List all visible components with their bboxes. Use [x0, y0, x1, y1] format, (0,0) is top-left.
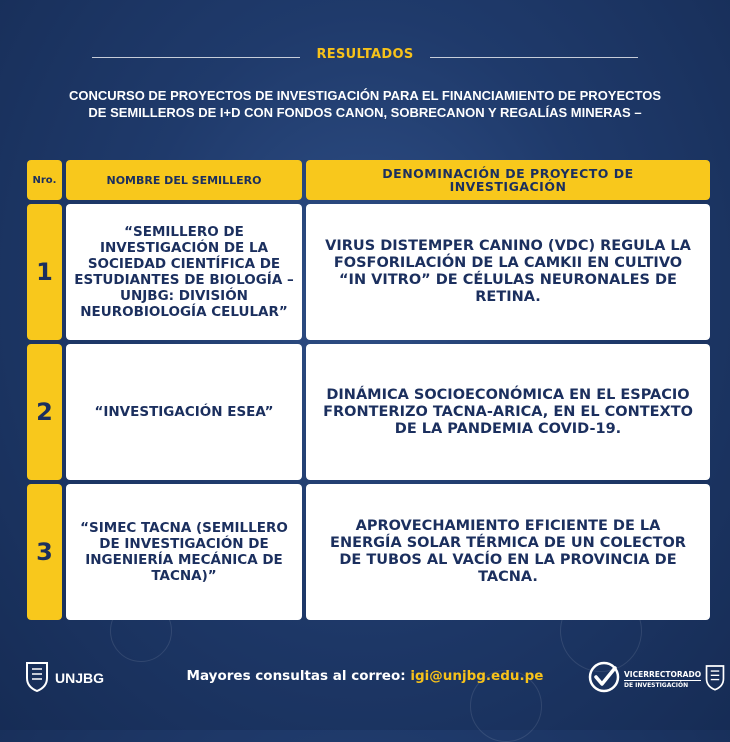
header-number: Nro.: [27, 160, 62, 200]
results-tag: RESULTADOS: [316, 47, 414, 62]
seedbed-name: “SEMILLERO DE INVESTIGACIÓN DE LA SOCIEDAD CIENTÍFICA DE ESTUDIANTES DE BIOLOGÍA – UNJBG: DIVISIÓN NEUROBIOLOGÍA CELULAR”: [66, 204, 302, 340]
contact-email-link[interactable]: igi@unjbg.edu.pe: [410, 668, 544, 684]
unjbg-logo-text: UNJBG: [55, 670, 105, 686]
results-header: [0, 47, 730, 67]
vicerrectorado-logo-text: [624, 670, 701, 689]
checkmark-icon: [587, 660, 621, 698]
seedbed-name: “INVESTIGACIÓN ESEA”: [66, 344, 302, 480]
row-number: 1: [27, 204, 62, 340]
vicerrectorado-logo: [587, 660, 726, 698]
vicerrectorado-line2: DE INVESTIGACIÓN: [624, 681, 689, 689]
row-number: 3: [27, 484, 62, 620]
project-title: DINÁMICA SOCIOECONÓMICA EN EL ESPACIO FRONTERIZO TACNA-ARICA, EN EL CONTEXTO DE LA PANDEMIA COVID-19.: [306, 344, 710, 480]
header-project: [306, 160, 710, 200]
seedbed-name: “SIMEC TACNA (SEMILLERO DE INVESTIGACIÓN DE INGENIERÍA MECÁNICA DE TACNA)”: [66, 484, 302, 620]
contact-label: Mayores consultas al correo:: [186, 668, 406, 684]
project-title: APROVECHAMIENTO EFICIENTE DE LA ENERGÍA SOLAR TÉRMICA DE UN COLECTOR DE TUBOS AL VACÍO EN LA PROVINCIA DE TACNA.: [306, 484, 710, 620]
page-title: CONCURSO DE PROYECTOS DE INVESTIGACIÓN PARA EL FINANCIAMIENTO DE PROYECTOS DE SEMILLEROS DE I+D CON FONDOS CANON, SOBRECANON Y REGALÍAS MINERAS –: [68, 88, 662, 120]
header-seedbed: NOMBRE DEL SEMILLERO: [66, 160, 302, 200]
divider-left: [92, 57, 300, 58]
header-project-label: DENOMINACIÓN DE PROYECTO DE INVESTIGACIÓN: [382, 166, 634, 194]
project-title: VIRUS DISTEMPER CANINO (VDC) REGULA LA FOSFORILACIÓN DE LA CAMKII EN CULTIVO “IN VITRO” DE CÉLULAS NEURONALES DE RETINA.: [306, 204, 710, 340]
university-shield-icon: [704, 663, 726, 695]
row-number: 2: [27, 344, 62, 480]
vicerrectorado-line1: VICERRECTORADO: [624, 669, 702, 679]
divider-right: [430, 57, 638, 58]
